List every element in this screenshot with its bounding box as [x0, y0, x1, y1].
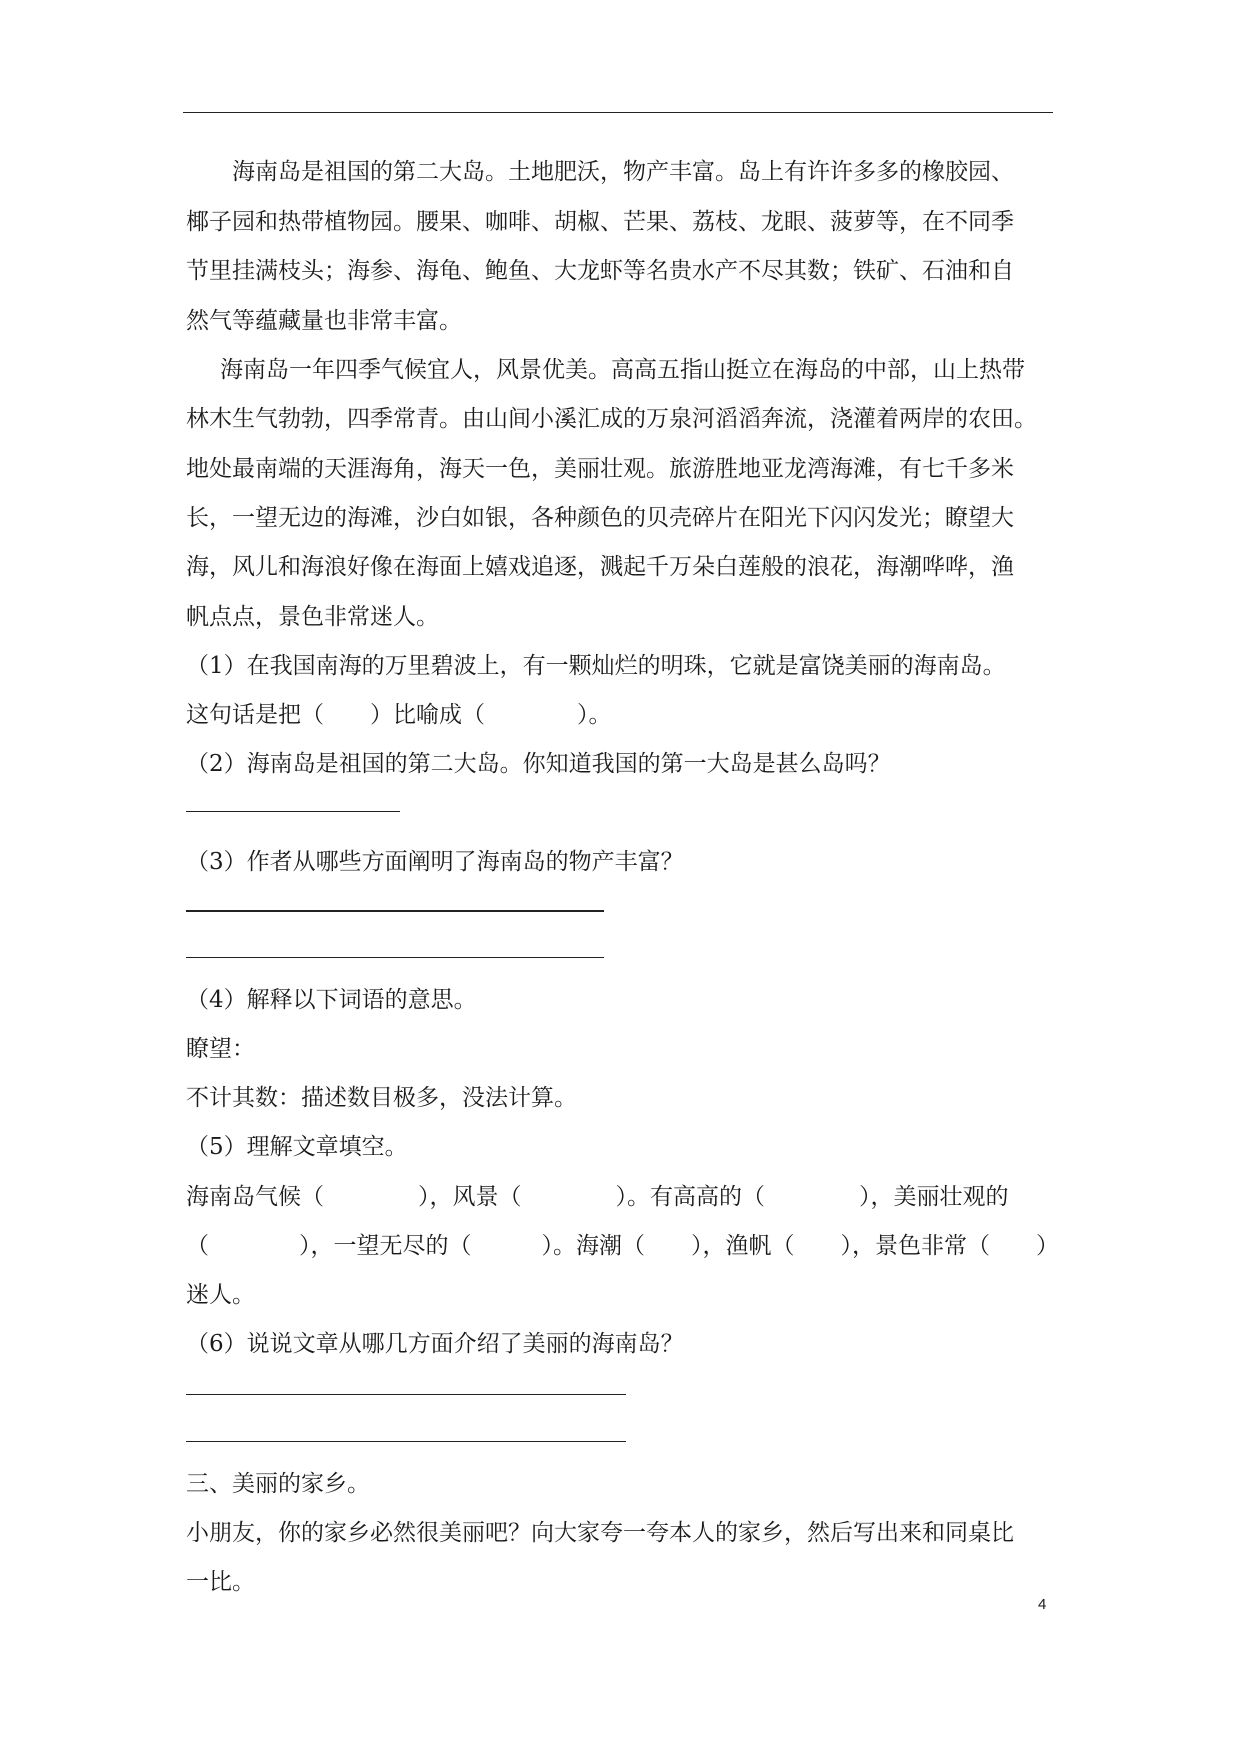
- answer-line-q3-2[interactable]: [186, 957, 604, 958]
- question-3: （3）作者从哪些方面阐明了海南岛的物产丰富？: [186, 849, 684, 875]
- q5-l1-seg4: ），美丽壮观的: [859, 1184, 1009, 1210]
- q5-l2-seg6: ）: [1036, 1233, 1059, 1259]
- question-4-word-2: 不计其数：描述数目极多，没法计算。: [186, 1085, 577, 1111]
- passage-p2-line2: 林木生气勃勃，四季常青。由山间小溪汇成的万泉河滔滔奔流，浇灌着两岸的农田。: [186, 406, 1037, 432]
- section-3-title: 三、美丽的家乡。: [186, 1471, 370, 1497]
- question-4-word-1: 瞭望：: [186, 1036, 255, 1062]
- question-5: （5）理解文章填空。: [186, 1134, 408, 1160]
- question-6: （6）说说文章从哪几方面介绍了美丽的海南岛？: [186, 1331, 684, 1357]
- question-5-fill-line1: [186, 1182, 1009, 1212]
- q5-l1-seg3: ）。有高高的（: [615, 1184, 765, 1210]
- question-1-fill: [186, 700, 612, 730]
- passage-p1-line4: 然气等蕴藏量也非常丰富。: [186, 308, 462, 334]
- passage-p1-line2: 椰子园和热带植物园。腰果、咖啡、胡椒、芒果、荔枝、龙眼、菠萝等，在不同季: [186, 209, 1014, 235]
- question-5-fill-line3: 迷人。: [186, 1282, 255, 1308]
- q5-l2-seg4: ），渔帆（: [691, 1233, 795, 1259]
- answer-line-q2[interactable]: [186, 811, 400, 812]
- q5-l2-seg2: ），一望无尽的（: [299, 1233, 472, 1259]
- question-1-fill-c: ）。: [577, 702, 612, 728]
- passage-p2-line6: 帆点点，景色非常迷人。: [186, 604, 439, 630]
- q5-l2-seg3: ）。海潮（: [541, 1233, 645, 1259]
- answer-line-q6-1[interactable]: [186, 1394, 626, 1395]
- header-rule: [183, 112, 1053, 113]
- q5-l1-seg2: ），风景（: [418, 1184, 522, 1210]
- question-4: （4）解释以下词语的意思。: [186, 987, 477, 1013]
- section-3-line2: 一比。: [186, 1569, 255, 1595]
- passage-p2-line1: 海南岛一年四季气候宜人，风景优美。高高五指山挺立在海岛的中部，山上热带: [220, 357, 1025, 383]
- answer-line-q3-1[interactable]: [186, 910, 604, 912]
- answer-line-q6-2[interactable]: [186, 1441, 626, 1442]
- passage-p1-line3: 节里挂满枝头；海参、海龟、鲍鱼、大龙虾等名贵水产不尽其数；铁矿、石油和自: [186, 258, 1014, 284]
- question-5-fill-line2: [186, 1231, 1059, 1261]
- question-1: （1）在我国南海的万里碧波上，有一颗灿烂的明珠，它就是富饶美丽的海南岛。: [186, 653, 1006, 679]
- question-1-fill-b: ）比喻成（: [370, 702, 485, 728]
- question-2: （2）海南岛是祖国的第二大岛。你知道我国的第一大岛是甚么岛吗？: [186, 751, 891, 777]
- passage-p2-line3: 地处最南端的天涯海角，海天一色，美丽壮观。旅游胜地亚龙湾海滩，有七千多米: [186, 456, 1014, 482]
- q5-l2-seg1: （: [186, 1233, 209, 1259]
- section-3-line1: 小朋友，你的家乡必然很美丽吧？向大家夸一夸本人的家乡，然后写出来和同桌比: [186, 1520, 1014, 1546]
- q5-l1-seg1: 海南岛气候（: [186, 1184, 324, 1210]
- question-1-fill-a: 这句话是把（: [186, 702, 324, 728]
- passage-p2-line5: 海，风儿和海浪好像在海面上嬉戏追逐，溅起千万朵白莲般的浪花，海潮哗哗，渔: [186, 554, 1014, 580]
- passage-p2-line4: 长，一望无边的海滩，沙白如银，各种颜色的贝壳碎片在阳光下闪闪发光；瞭望大: [186, 505, 1014, 531]
- page-number: 4: [1038, 1596, 1047, 1613]
- q5-l2-seg5: ），景色非常（: [840, 1233, 990, 1259]
- passage-p1-line1: 海南岛是祖国的第二大岛。土地肥沃，物产丰富。岛上有许许多多的橡胶园、: [232, 159, 1014, 185]
